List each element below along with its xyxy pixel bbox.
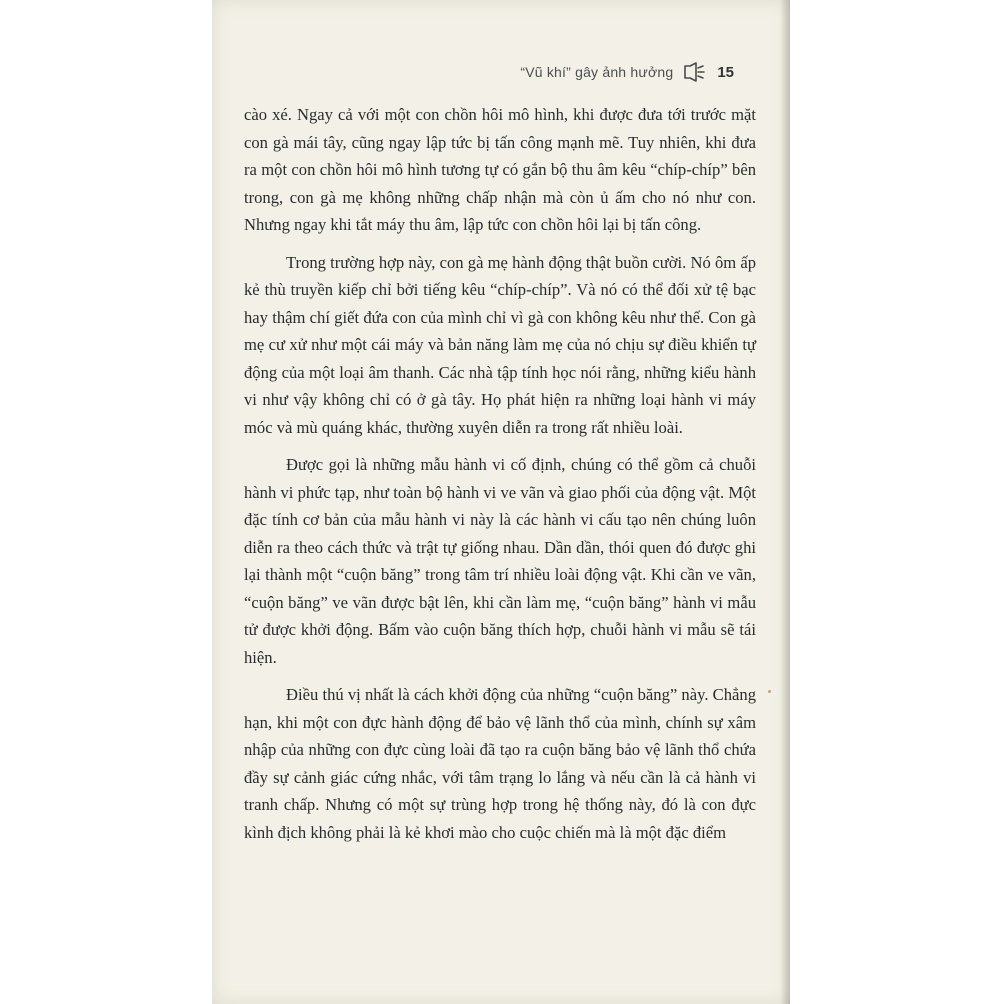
paper-speck bbox=[768, 690, 771, 693]
paragraph: Được gọi là những mẫu hành vi cố định, chúng có thể gồm cả chuỗi hành vi phức tạp, như toàn bộ hành vi ve vãn và giao phối của động vật. Một đặc tính cơ bản của mẫu hành vi này là các hành vi cấu tạo nên chúng luôn diễn ra theo cách thức và trật tự giống nhau. Dần dần, thói quen đó được ghi lại thành một “cuộn băng” trong tâm trí nhiều loài động vật. Khi cần ve vãn, “cuộn băng” ve vãn được bật lên, khi cần làm mẹ, “cuộn băng” hành vi mẫu tử được khởi động. Bấm vào cuộn băng thích hợp, chuỗi hành vi mẫu sẽ tái hiện. bbox=[244, 455, 756, 667]
speaker-signal-icon bbox=[683, 62, 705, 82]
paragraph: cào xé. Ngay cả với một con chồn hôi mô hình, khi được đưa tới trước mặt con gà mái tây, cũng ngay lập tức bị tấn công mạnh mẽ. Tuy nhiên, khi đưa ra một con chồn hôi mô hình tương tự có gắn bộ thu âm kêu “chíp-chíp” bên trong, con gà mẹ không những chấp nhận mà còn ủ ấm cho nó như con. Nhưng ngay khi tắt máy thu âm, lập tức con chồn hôi lại bị tấn công. bbox=[244, 105, 756, 234]
page-number: 15 bbox=[717, 63, 734, 81]
book-page bbox=[212, 0, 790, 1004]
paragraph: Điều thú vị nhất là cách khởi động của những “cuộn băng” này. Chẳng hạn, khi một con đực hành động để bảo vệ lãnh thổ của mình, chính sự xâm nhập của những con đực cùng loài đã tạo ra cuộn băng bảo vệ lãnh thổ chứa đầy sự cảnh giác cứng nhắc, với tâm trạng lo lắng và nếu cần là cả hành vi tranh chấp. Nhưng có một sự trùng hợp trong hệ thống này, đó là con đực kình địch không phải là kẻ khơi mào cho cuộc chiến mà là một đặc điểm bbox=[244, 685, 756, 842]
body-text bbox=[244, 101, 756, 856]
chapter-title: “Vũ khí” gây ảnh hưởng bbox=[520, 64, 674, 80]
running-header bbox=[520, 60, 734, 84]
paragraph: Trong trường hợp này, con gà mẹ hành động thật buồn cười. Nó ôm ấp kẻ thù truyền kiếp chỉ bởi tiếng kêu “chíp-chíp”. Và nó có thể đối xử tệ bạc hay thậm chí giết đứa con của mình chỉ vì gà con không kêu như thế. Con gà mẹ cư xử như một cái máy và bản năng làm mẹ của nó chịu sự điều khiển tự động của một loại âm thanh. Các nhà tập tính học nói rằng, những kiểu hành vi như vậy không chỉ có ở gà tây. Họ phát hiện ra những loại hành vi máy móc và mù quáng khác, thường xuyên diễn ra trong rất nhiều loài. bbox=[244, 252, 756, 437]
